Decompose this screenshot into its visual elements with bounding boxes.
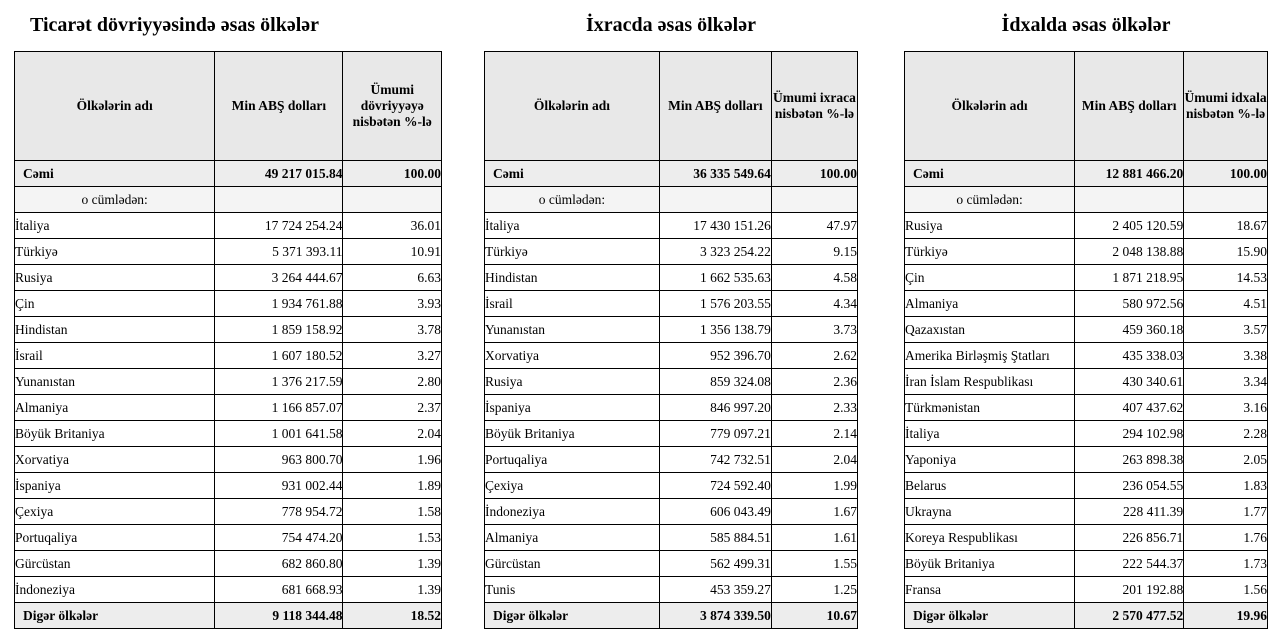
country-value: 931 002.44 xyxy=(215,473,343,499)
country-value: 754 474.20 xyxy=(215,525,343,551)
table-header-row xyxy=(15,52,442,161)
column-header-percent: Ümumi idxala nisbətən %-lə xyxy=(1184,52,1268,161)
country-value: 430 340.61 xyxy=(1075,369,1184,395)
country-percent: 2.04 xyxy=(771,447,857,473)
country-name: Türkiyə xyxy=(905,239,1075,265)
country-value: 562 499.31 xyxy=(659,551,771,577)
country-name: Yaponiya xyxy=(905,447,1075,473)
country-value: 17 430 151.26 xyxy=(659,213,771,239)
country-value: 459 360.18 xyxy=(1075,317,1184,343)
total-percent: 100.00 xyxy=(771,161,857,187)
table-header xyxy=(15,52,442,161)
table-row xyxy=(905,525,1268,551)
table-row xyxy=(485,317,858,343)
country-name: İndoneziya xyxy=(485,499,660,525)
country-value: 585 884.51 xyxy=(659,525,771,551)
table-row xyxy=(905,499,1268,525)
panel-trade-turnover xyxy=(0,0,448,629)
country-percent: 2.05 xyxy=(1184,447,1268,473)
country-name: Rusiya xyxy=(15,265,215,291)
country-name: Hindistan xyxy=(485,265,660,291)
table-row-subhead xyxy=(485,187,858,213)
country-name: Çin xyxy=(905,265,1075,291)
table-row xyxy=(905,265,1268,291)
country-value: 778 954.72 xyxy=(215,499,343,525)
column-header-country: Ölkələrin adı xyxy=(485,52,660,161)
table-row xyxy=(15,395,442,421)
country-percent: 1.55 xyxy=(771,551,857,577)
country-name: Koreya Respublikası xyxy=(905,525,1075,551)
table-row-other xyxy=(905,603,1268,629)
country-percent: 47.97 xyxy=(771,213,857,239)
country-percent: 10.91 xyxy=(343,239,442,265)
country-value: 5 371 393.11 xyxy=(215,239,343,265)
country-name: Rusiya xyxy=(485,369,660,395)
table-row xyxy=(905,395,1268,421)
country-name: Xorvatiya xyxy=(15,447,215,473)
other-value: 3 874 339.50 xyxy=(659,603,771,629)
table-row-subhead xyxy=(15,187,442,213)
country-name: Qazaxıstan xyxy=(905,317,1075,343)
country-percent: 1.89 xyxy=(343,473,442,499)
table-row xyxy=(905,551,1268,577)
country-value: 1 871 218.95 xyxy=(1075,265,1184,291)
table-row xyxy=(485,343,858,369)
column-header-value: Min ABŞ dolları xyxy=(659,52,771,161)
other-percent: 18.52 xyxy=(343,603,442,629)
table-row xyxy=(15,369,442,395)
country-value: 1 934 761.88 xyxy=(215,291,343,317)
country-value: 453 359.27 xyxy=(659,577,771,603)
country-percent: 1.58 xyxy=(343,499,442,525)
country-value: 859 324.08 xyxy=(659,369,771,395)
panel-export xyxy=(448,0,864,629)
country-value: 681 668.93 xyxy=(215,577,343,603)
table-row xyxy=(905,317,1268,343)
country-percent: 3.16 xyxy=(1184,395,1268,421)
other-label: Digər ölkələr xyxy=(905,603,1075,629)
table-row xyxy=(15,291,442,317)
table-row xyxy=(15,447,442,473)
subhead-label: o cümlədən: xyxy=(15,187,215,213)
country-value: 1 576 203.55 xyxy=(659,291,771,317)
country-percent: 3.57 xyxy=(1184,317,1268,343)
subhead-value xyxy=(215,187,343,213)
country-name: Rusiya xyxy=(905,213,1075,239)
column-header-percent: Ümumi dövriyyəyə nisbətən %-lə xyxy=(343,52,442,161)
country-percent: 1.76 xyxy=(1184,525,1268,551)
country-name: Türkiyə xyxy=(485,239,660,265)
table-row xyxy=(485,395,858,421)
subhead-percent xyxy=(771,187,857,213)
other-label: Digər ölkələr xyxy=(15,603,215,629)
country-value: 263 898.38 xyxy=(1075,447,1184,473)
table-row xyxy=(905,343,1268,369)
table-row xyxy=(15,551,442,577)
country-percent: 2.33 xyxy=(771,395,857,421)
country-percent: 1.67 xyxy=(771,499,857,525)
column-header-percent: Ümumi ixraca nisbətən %-lə xyxy=(771,52,857,161)
table-row xyxy=(15,343,442,369)
country-percent: 1.39 xyxy=(343,551,442,577)
table-row xyxy=(485,369,858,395)
total-value: 36 335 549.64 xyxy=(659,161,771,187)
country-value: 226 856.71 xyxy=(1075,525,1184,551)
country-name: Fransa xyxy=(905,577,1075,603)
country-value: 1 376 217.59 xyxy=(215,369,343,395)
table-row xyxy=(905,291,1268,317)
country-value: 952 396.70 xyxy=(659,343,771,369)
country-percent: 2.37 xyxy=(343,395,442,421)
country-percent: 1.56 xyxy=(1184,577,1268,603)
country-value: 1 356 138.79 xyxy=(659,317,771,343)
country-name: İndoneziya xyxy=(15,577,215,603)
country-name: Xorvatiya xyxy=(485,343,660,369)
country-percent: 4.51 xyxy=(1184,291,1268,317)
page-title: Ticarət dövriyyəsində əsas ölkələr xyxy=(30,14,320,36)
country-name: Almaniya xyxy=(485,525,660,551)
country-percent: 9.15 xyxy=(771,239,857,265)
country-name: Böyük Britaniya xyxy=(485,421,660,447)
table-row xyxy=(485,447,858,473)
table-row xyxy=(905,577,1268,603)
country-percent: 3.27 xyxy=(343,343,442,369)
table-header-row xyxy=(485,52,858,161)
country-name: Yunanıstan xyxy=(485,317,660,343)
country-name: Çexiya xyxy=(15,499,215,525)
country-value: 1 166 857.07 xyxy=(215,395,343,421)
country-name: Almaniya xyxy=(15,395,215,421)
country-name: Gürcüstan xyxy=(15,551,215,577)
country-name: Böyük Britaniya xyxy=(905,551,1075,577)
subhead-percent xyxy=(343,187,442,213)
table-row xyxy=(485,421,858,447)
subhead-percent xyxy=(1184,187,1268,213)
country-name: İspaniya xyxy=(15,473,215,499)
country-name: Tunis xyxy=(485,577,660,603)
total-label: Cəmi xyxy=(905,161,1075,187)
country-percent: 1.53 xyxy=(343,525,442,551)
table-row xyxy=(905,369,1268,395)
page-title: İdxalda əsas ölkələr xyxy=(1001,14,1171,36)
country-value: 742 732.51 xyxy=(659,447,771,473)
country-percent: 4.58 xyxy=(771,265,857,291)
country-percent: 2.04 xyxy=(343,421,442,447)
table-row xyxy=(15,421,442,447)
country-percent: 3.93 xyxy=(343,291,442,317)
country-percent: 4.34 xyxy=(771,291,857,317)
other-percent: 10.67 xyxy=(771,603,857,629)
country-value: 606 043.49 xyxy=(659,499,771,525)
table-row xyxy=(485,239,858,265)
country-value: 3 264 444.67 xyxy=(215,265,343,291)
country-value: 294 102.98 xyxy=(1075,421,1184,447)
table-row xyxy=(485,265,858,291)
table-row-other xyxy=(15,603,442,629)
table-row xyxy=(15,265,442,291)
country-name: Belarus xyxy=(905,473,1075,499)
table-row xyxy=(15,239,442,265)
country-name: Gürcüstan xyxy=(485,551,660,577)
country-value: 1 662 535.63 xyxy=(659,265,771,291)
other-percent: 19.96 xyxy=(1184,603,1268,629)
table-row xyxy=(905,213,1268,239)
column-header-value: Min ABŞ dolları xyxy=(1075,52,1184,161)
country-value: 201 192.88 xyxy=(1075,577,1184,603)
total-percent: 100.00 xyxy=(1184,161,1268,187)
total-label: Cəmi xyxy=(485,161,660,187)
country-percent: 1.39 xyxy=(343,577,442,603)
country-percent: 1.61 xyxy=(771,525,857,551)
country-name: Türkiyə xyxy=(15,239,215,265)
country-name: Portuqaliya xyxy=(485,447,660,473)
country-percent: 1.96 xyxy=(343,447,442,473)
table-export xyxy=(484,51,858,629)
country-percent: 3.78 xyxy=(343,317,442,343)
country-name: Çexiya xyxy=(485,473,660,499)
country-value: 1 001 641.58 xyxy=(215,421,343,447)
column-header-value: Min ABŞ dolları xyxy=(215,52,343,161)
subhead-value xyxy=(659,187,771,213)
country-value: 236 054.55 xyxy=(1075,473,1184,499)
country-name: Türkmənistan xyxy=(905,395,1075,421)
country-value: 963 800.70 xyxy=(215,447,343,473)
country-percent: 1.77 xyxy=(1184,499,1268,525)
country-value: 1 607 180.52 xyxy=(215,343,343,369)
country-name: İspaniya xyxy=(485,395,660,421)
table-import xyxy=(904,51,1268,629)
table-row xyxy=(905,239,1268,265)
country-name: Portuqaliya xyxy=(15,525,215,551)
country-name: Ukrayna xyxy=(905,499,1075,525)
country-percent: 36.01 xyxy=(343,213,442,239)
country-percent: 3.38 xyxy=(1184,343,1268,369)
country-percent: 1.73 xyxy=(1184,551,1268,577)
table-row xyxy=(485,291,858,317)
table-row xyxy=(15,577,442,603)
other-label: Digər ölkələr xyxy=(485,603,660,629)
table-row xyxy=(485,213,858,239)
other-value: 9 118 344.48 xyxy=(215,603,343,629)
table-row xyxy=(905,421,1268,447)
country-value: 724 592.40 xyxy=(659,473,771,499)
table-header xyxy=(485,52,858,161)
country-value: 407 437.62 xyxy=(1075,395,1184,421)
table-body xyxy=(485,161,858,629)
country-value: 580 972.56 xyxy=(1075,291,1184,317)
country-value: 779 097.21 xyxy=(659,421,771,447)
column-header-country: Ölkələrin adı xyxy=(905,52,1075,161)
country-value: 17 724 254.24 xyxy=(215,213,343,239)
country-percent: 1.99 xyxy=(771,473,857,499)
column-header-country: Ölkələrin adı xyxy=(15,52,215,161)
table-row xyxy=(15,499,442,525)
country-value: 3 323 254.22 xyxy=(659,239,771,265)
table-row-other xyxy=(485,603,858,629)
table-row xyxy=(485,525,858,551)
country-percent: 1.83 xyxy=(1184,473,1268,499)
country-value: 435 338.03 xyxy=(1075,343,1184,369)
table-header xyxy=(905,52,1268,161)
total-value: 12 881 466.20 xyxy=(1075,161,1184,187)
table-row xyxy=(485,577,858,603)
country-value: 1 859 158.92 xyxy=(215,317,343,343)
total-label: Cəmi xyxy=(15,161,215,187)
table-row xyxy=(905,447,1268,473)
country-name: Yunanıstan xyxy=(15,369,215,395)
country-percent: 6.63 xyxy=(343,265,442,291)
country-name: İtaliya xyxy=(485,213,660,239)
table-row-subhead xyxy=(905,187,1268,213)
country-value: 2 048 138.88 xyxy=(1075,239,1184,265)
country-name: Almaniya xyxy=(905,291,1075,317)
country-percent: 2.62 xyxy=(771,343,857,369)
country-value: 682 860.80 xyxy=(215,551,343,577)
country-percent: 2.80 xyxy=(343,369,442,395)
other-value: 2 570 477.52 xyxy=(1075,603,1184,629)
country-name: İtaliya xyxy=(15,213,215,239)
country-name: İsrail xyxy=(15,343,215,369)
page-title: İxracda əsas ölkələr xyxy=(586,14,756,36)
table-row xyxy=(485,551,858,577)
country-value: 2 405 120.59 xyxy=(1075,213,1184,239)
table-trade-turnover xyxy=(14,51,442,629)
country-value: 222 544.37 xyxy=(1075,551,1184,577)
table-row xyxy=(485,473,858,499)
country-percent: 18.67 xyxy=(1184,213,1268,239)
total-percent: 100.00 xyxy=(343,161,442,187)
country-name: Amerika Birləşmiş Ştatları xyxy=(905,343,1075,369)
country-name: Hindistan xyxy=(15,317,215,343)
country-name: İsrail xyxy=(485,291,660,317)
table-row xyxy=(15,317,442,343)
country-value: 846 997.20 xyxy=(659,395,771,421)
country-percent: 1.25 xyxy=(771,577,857,603)
country-value: 228 411.39 xyxy=(1075,499,1184,525)
country-name: İran İslam Respublikası xyxy=(905,369,1075,395)
country-name: Çin xyxy=(15,291,215,317)
country-name: İtaliya xyxy=(905,421,1075,447)
table-body xyxy=(905,161,1268,629)
table-row xyxy=(15,473,442,499)
country-percent: 2.36 xyxy=(771,369,857,395)
table-body xyxy=(15,161,442,629)
country-percent: 15.90 xyxy=(1184,239,1268,265)
country-percent: 3.73 xyxy=(771,317,857,343)
total-value: 49 217 015.84 xyxy=(215,161,343,187)
table-row-total xyxy=(905,161,1268,187)
country-percent: 3.34 xyxy=(1184,369,1268,395)
table-row xyxy=(905,473,1268,499)
subhead-value xyxy=(1075,187,1184,213)
table-row xyxy=(15,525,442,551)
country-percent: 14.53 xyxy=(1184,265,1268,291)
subhead-label: o cümlədən: xyxy=(485,187,660,213)
table-row-total xyxy=(15,161,442,187)
table-row xyxy=(15,213,442,239)
country-percent: 2.28 xyxy=(1184,421,1268,447)
panel-import xyxy=(864,0,1282,629)
country-percent: 2.14 xyxy=(771,421,857,447)
table-row xyxy=(485,499,858,525)
table-header-row xyxy=(905,52,1268,161)
country-name: Böyük Britaniya xyxy=(15,421,215,447)
table-row-total xyxy=(485,161,858,187)
subhead-label: o cümlədən: xyxy=(905,187,1075,213)
